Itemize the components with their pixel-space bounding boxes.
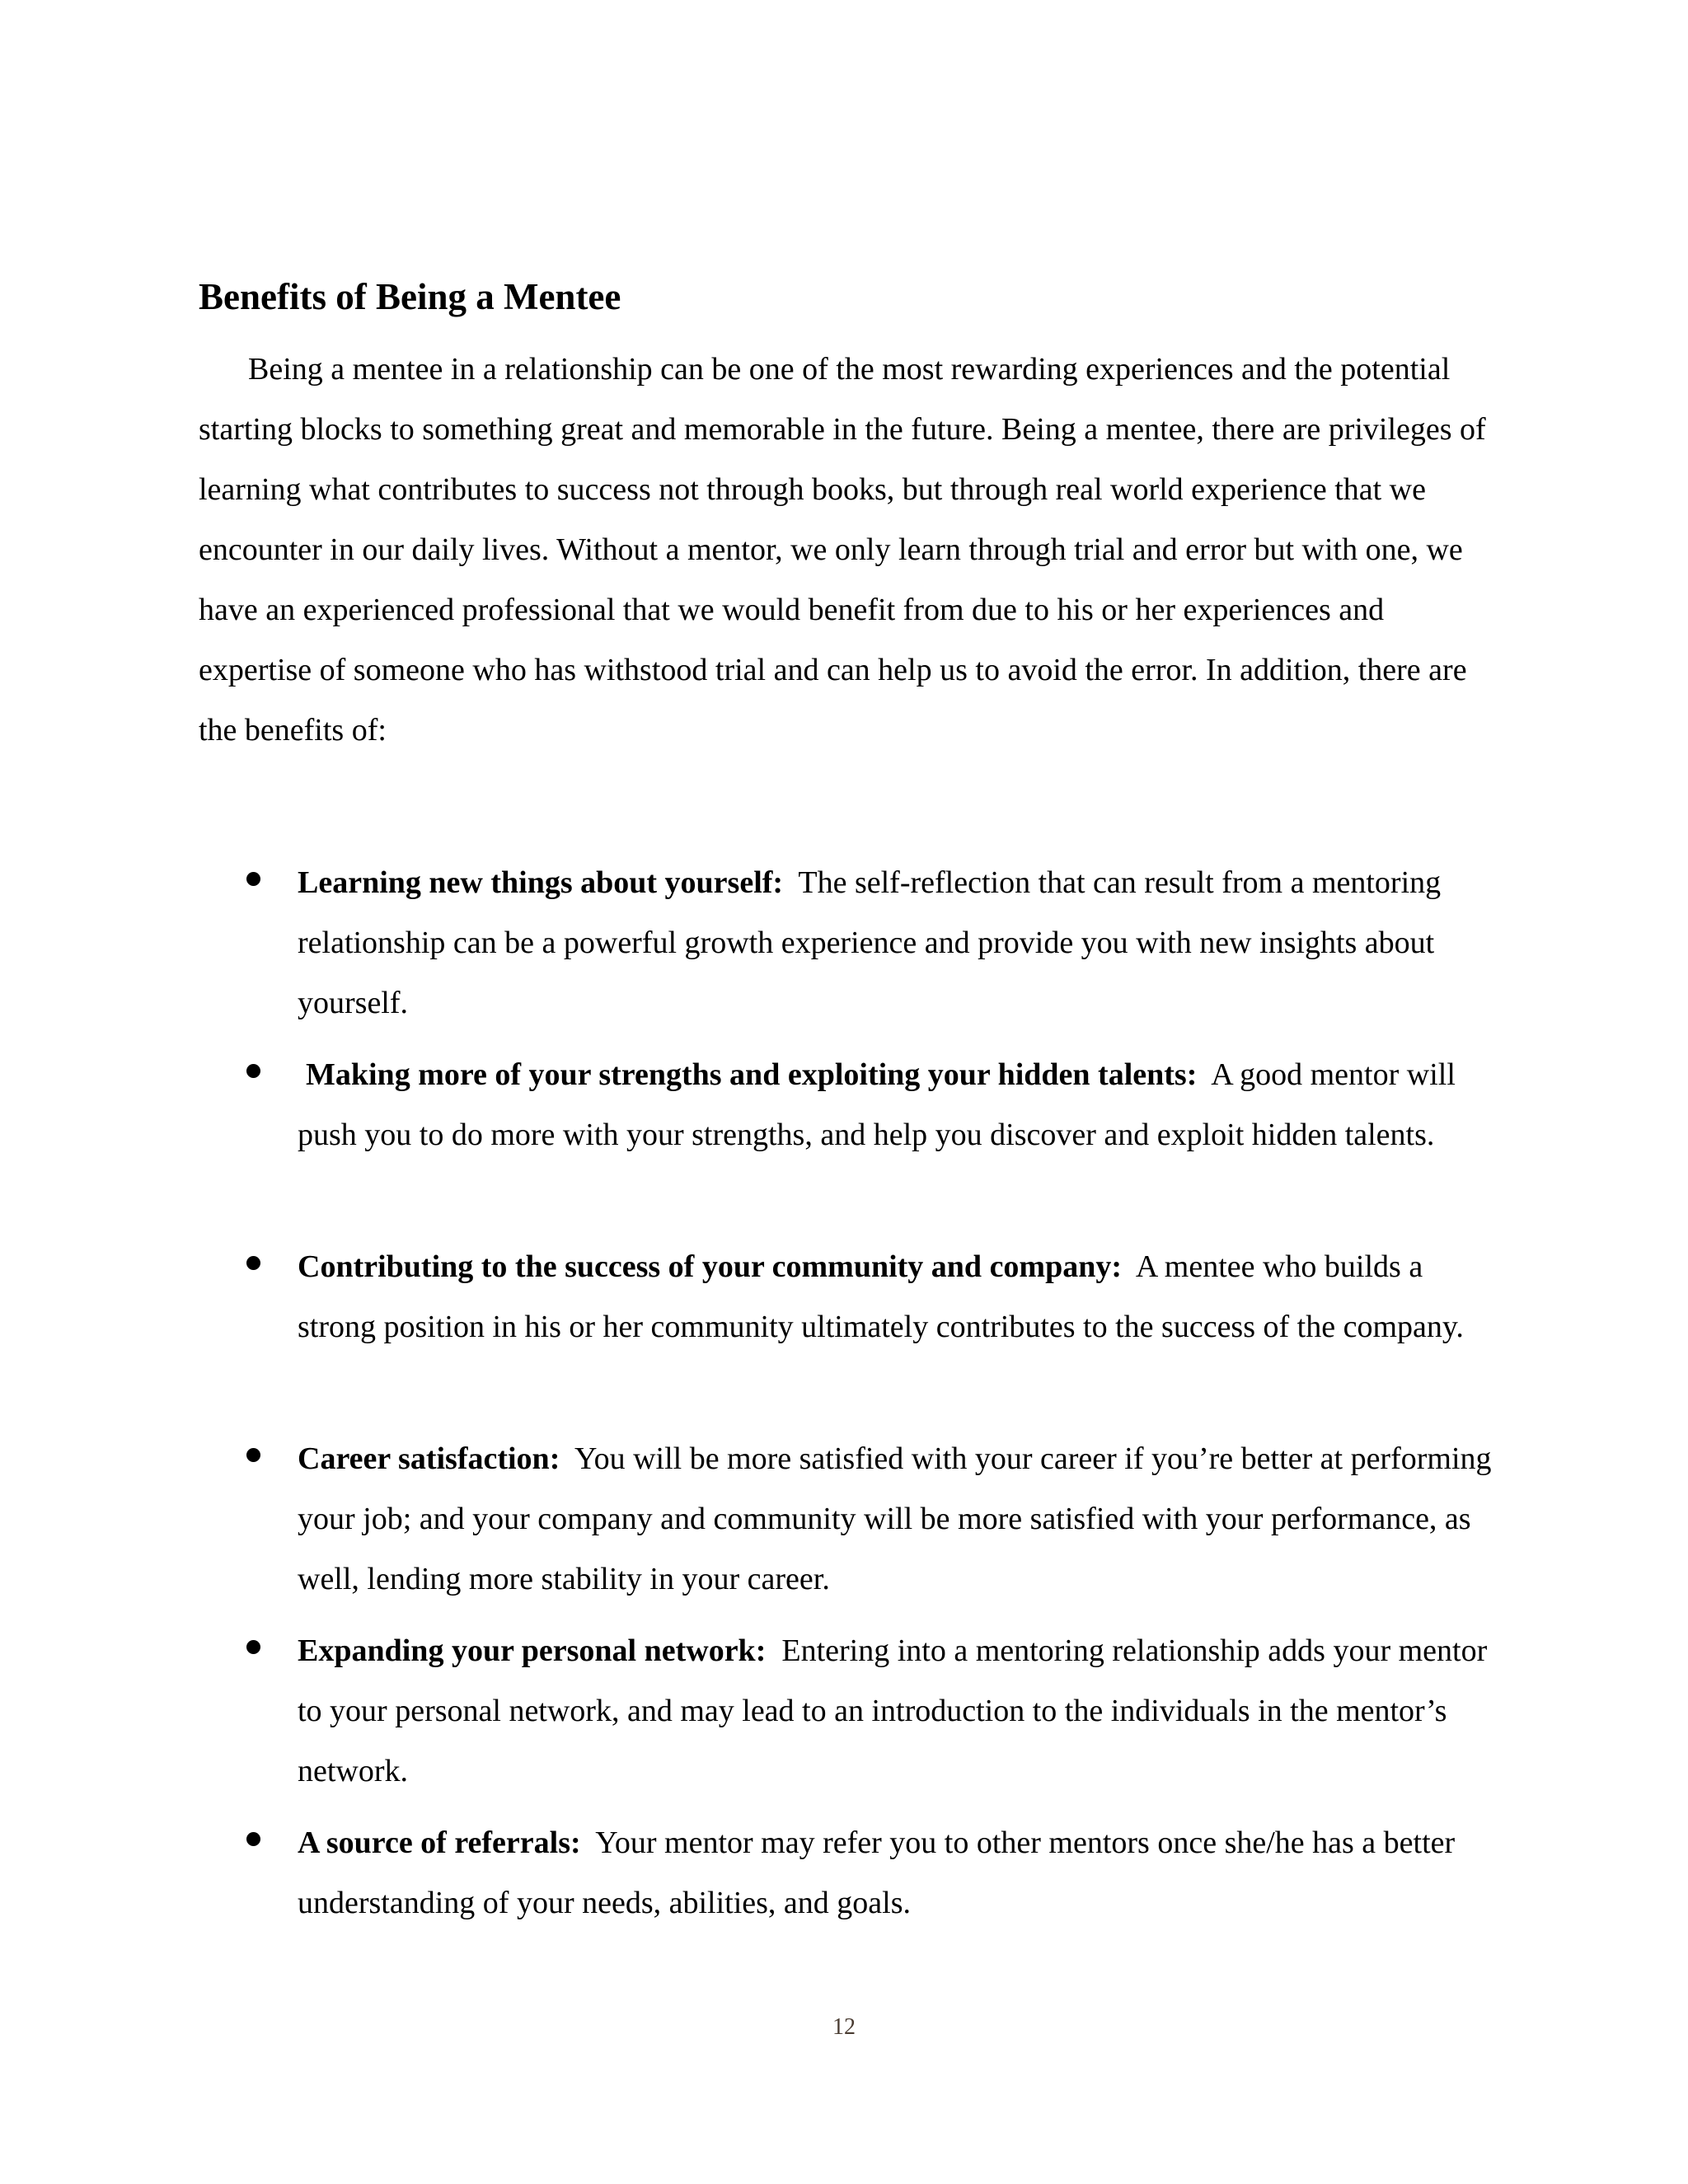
- benefit-text: A good mentor will push you to do more with your strengths, and help you discover and exploit hidden talents.: [298, 1057, 1456, 1152]
- benefit-title: Career satisfaction:: [298, 1441, 560, 1476]
- benefit-title: Contributing to the success of your community and company:: [298, 1249, 1123, 1284]
- benefit-item: [298, 1429, 1493, 1610]
- benefit-text: The self-reflection that can result from a mentoring relationship can be a powerful growth experience and provide you with new insights about yourself.: [298, 865, 1442, 1020]
- page-number: 12: [832, 2014, 856, 2040]
- benefit-title: Expanding your personal network:: [298, 1633, 767, 1668]
- bullet-icon: [246, 1640, 260, 1654]
- benefit-text: Your mentor may refer you to other mentors once she/he has a better understanding of your needs, abilities, and goals.: [298, 1825, 1456, 1920]
- benefit-text: You will be more satisfied with your career if you’re better at performing your job; and your company and community will be more satisfied with your performance, as well, lending more stability in your career.: [298, 1441, 1492, 1596]
- benefit-item: [298, 853, 1493, 1033]
- benefit-item: [298, 1045, 1493, 1165]
- bullet-icon: [246, 1064, 260, 1078]
- benefit-title: Learning new things about yourself:: [298, 865, 784, 900]
- benefit-title: A source of referrals:: [298, 1825, 581, 1860]
- section-heading: Benefits of Being a Mentee: [199, 276, 621, 317]
- benefit-text: Entering into a mentoring relationship adds your mentor to your personal network, and may lead to an introduction to the individuals in the mentor’s network.: [298, 1633, 1488, 1788]
- benefit-item: [298, 1237, 1493, 1357]
- benefit-item: [298, 1621, 1493, 1802]
- bullet-icon: [246, 1832, 260, 1846]
- benefit-item: [298, 1813, 1493, 1933]
- bullet-icon: [246, 872, 260, 886]
- bullet-icon: [246, 1256, 260, 1270]
- benefit-text: A mentee who builds a strong position in his or her community ultimately contributes to the success of the company.: [298, 1249, 1464, 1344]
- bullet-icon: [246, 1448, 260, 1462]
- intro-paragraph: Being a mentee in a relationship can be one of the most rewarding experiences and the potential starting blocks to something great and memorable in the future. Being a mentee, there are privileges of learning what contributes to success not through books, but through real world experience that we encounter in our daily lives. Without a mentor, we only learn through trial and error but with one, we have an experienced professional that we would benefit from due to his or her experiences and expertise of someone who has withstood trial and can help us to avoid the error. In addition, there are the benefits of:: [199, 352, 1486, 748]
- benefit-title: Making more of your strengths and exploiting your hidden talents:: [306, 1057, 1198, 1092]
